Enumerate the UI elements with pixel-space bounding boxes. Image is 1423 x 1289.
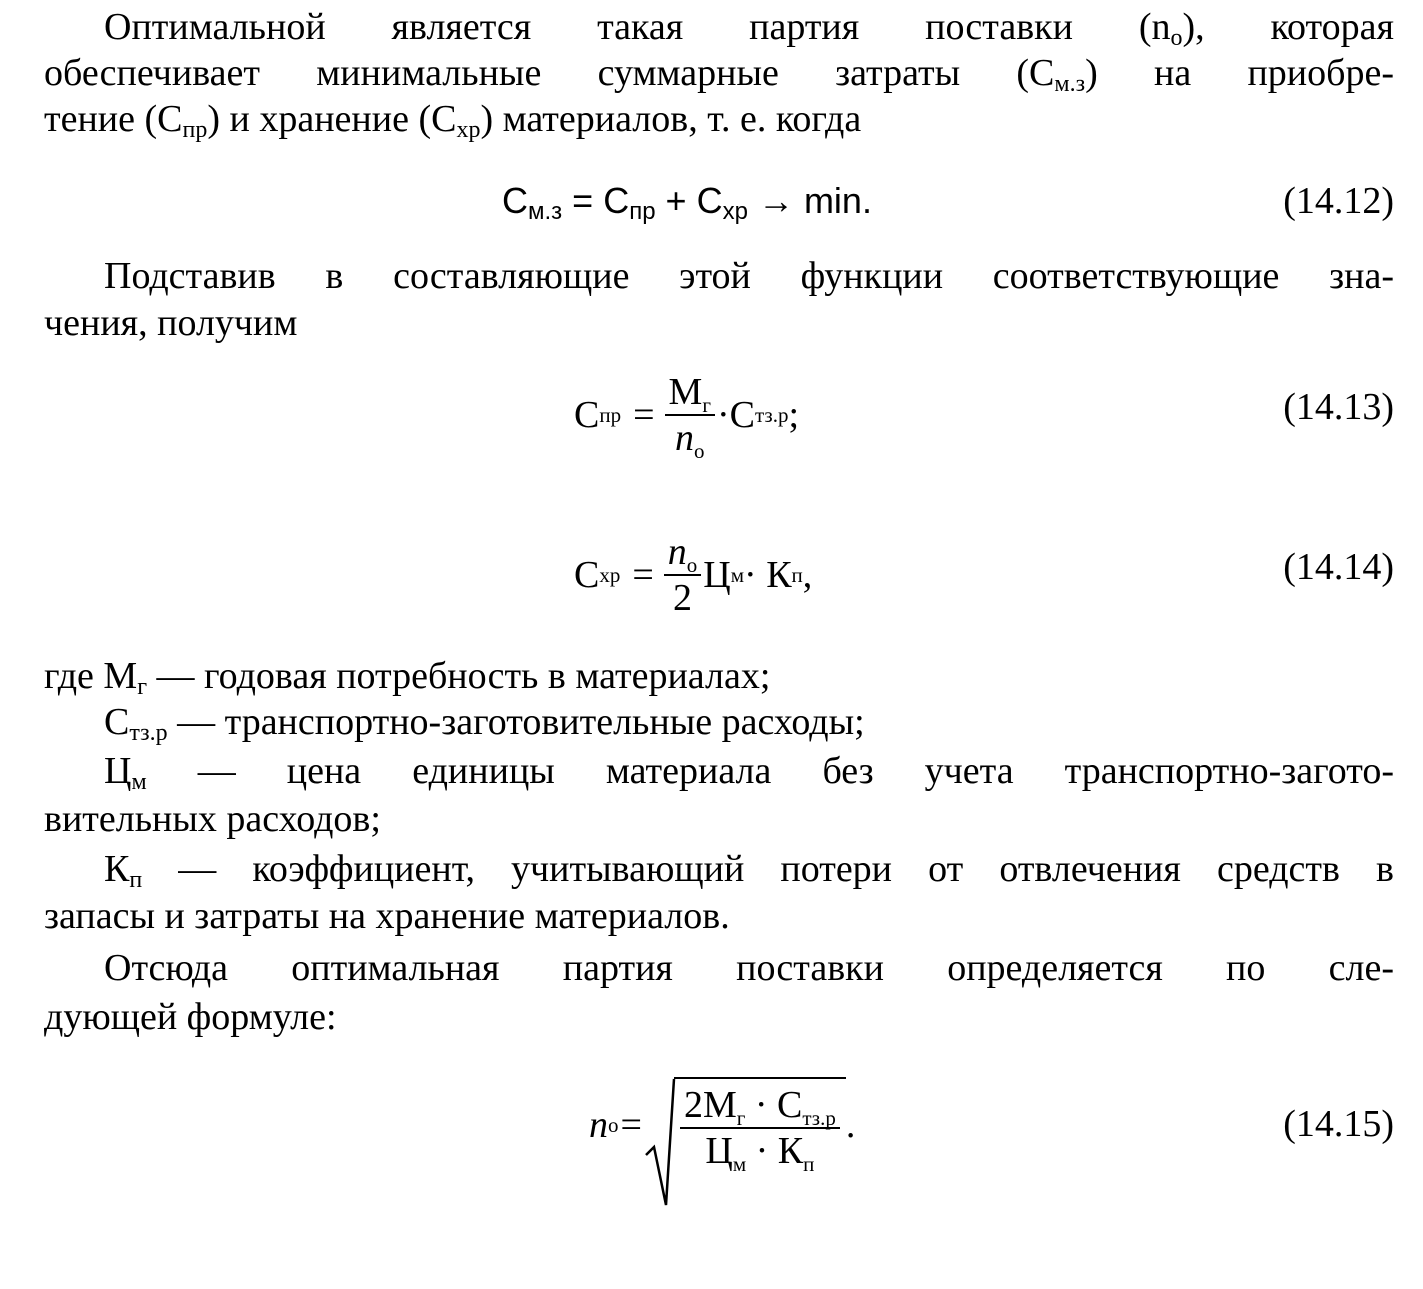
equation-14-12 (44, 178, 1394, 224)
equation-number: (14.12) (1283, 180, 1394, 222)
paragraph-3-line-2: дующей формуле: (44, 996, 337, 1038)
fraction: $\frac{n_о}{2}$ (664, 530, 702, 620)
equation-14-13 (44, 360, 1394, 470)
definition-kp-line-1: $К_п$ — коэффициент, учитывающий потери от отвлечения средств в (104, 848, 1394, 893)
equation-14-13-body: С пр = $\frac{М_г}{n_о}$ ·С тз.р ; (574, 371, 800, 463)
paragraph-2-line-1: Подставив в составляющие этой функции соответствующие зна- (104, 255, 1394, 297)
radical-sign-icon (644, 1077, 676, 1209)
fraction: $\frac{М_г}{n_о}$ (665, 370, 715, 460)
equation-number: (14.13) (1283, 386, 1394, 428)
definition-tsm-line-1: $Ц_м$ — цена единицы материала без учета транспортно-загото- (104, 750, 1394, 795)
definition-ctzr: $С_{тз.р}$ — транспортно-заготовительные расходы; (104, 701, 865, 746)
equation-14-12-body: $С_{м.з} = С_{пр} + С_{хр} \to \min$. (502, 180, 872, 225)
definition-tsm-line-2: вительных расходов; (44, 798, 381, 840)
paragraph-1-line-2: обеспечивает минимальные суммарные затраты $(С_{м.з})$ на приобре- (44, 52, 1394, 97)
paragraph-2-line-2: чения, получим (44, 302, 298, 344)
paragraph-1-line-3: тение $(С_{пр})$ и хранение $(С_{хр})$ материалов, т. е. когда (44, 98, 862, 143)
document-page (44, 0, 1394, 1289)
definition-kp-line-2: запасы и затраты на хранение материалов. (44, 895, 730, 937)
fraction: $\frac{2М_г \cdot С_{тз.р}}{Ц_м \cdot К_п}$ (680, 1083, 840, 1173)
paragraph-1-line-1: Оптимальной является такая партия поставки $(n_о)$, которая (104, 6, 1394, 51)
equation-number: (14.14) (1283, 546, 1394, 588)
equation-14-15-body: n о = $\frac{2М_г \cdot С_{тз.р}}{Ц_м \cdot К_п}$ . (589, 1055, 855, 1195)
equation-14-15 (44, 1055, 1394, 1195)
definition-mg: где $М_г$ — годовая потребность в материалах; (44, 655, 771, 700)
square-root (644, 1077, 846, 1176)
paragraph-3-line-1: Отсюда оптимальная партия поставки определяется по сле- (104, 947, 1394, 989)
equation-14-14-body: С хр = $\frac{n_о}{2}$ Ц м · К п , (574, 531, 813, 619)
equation-14-14 (44, 520, 1394, 630)
equation-number: (14.15) (1283, 1103, 1394, 1145)
